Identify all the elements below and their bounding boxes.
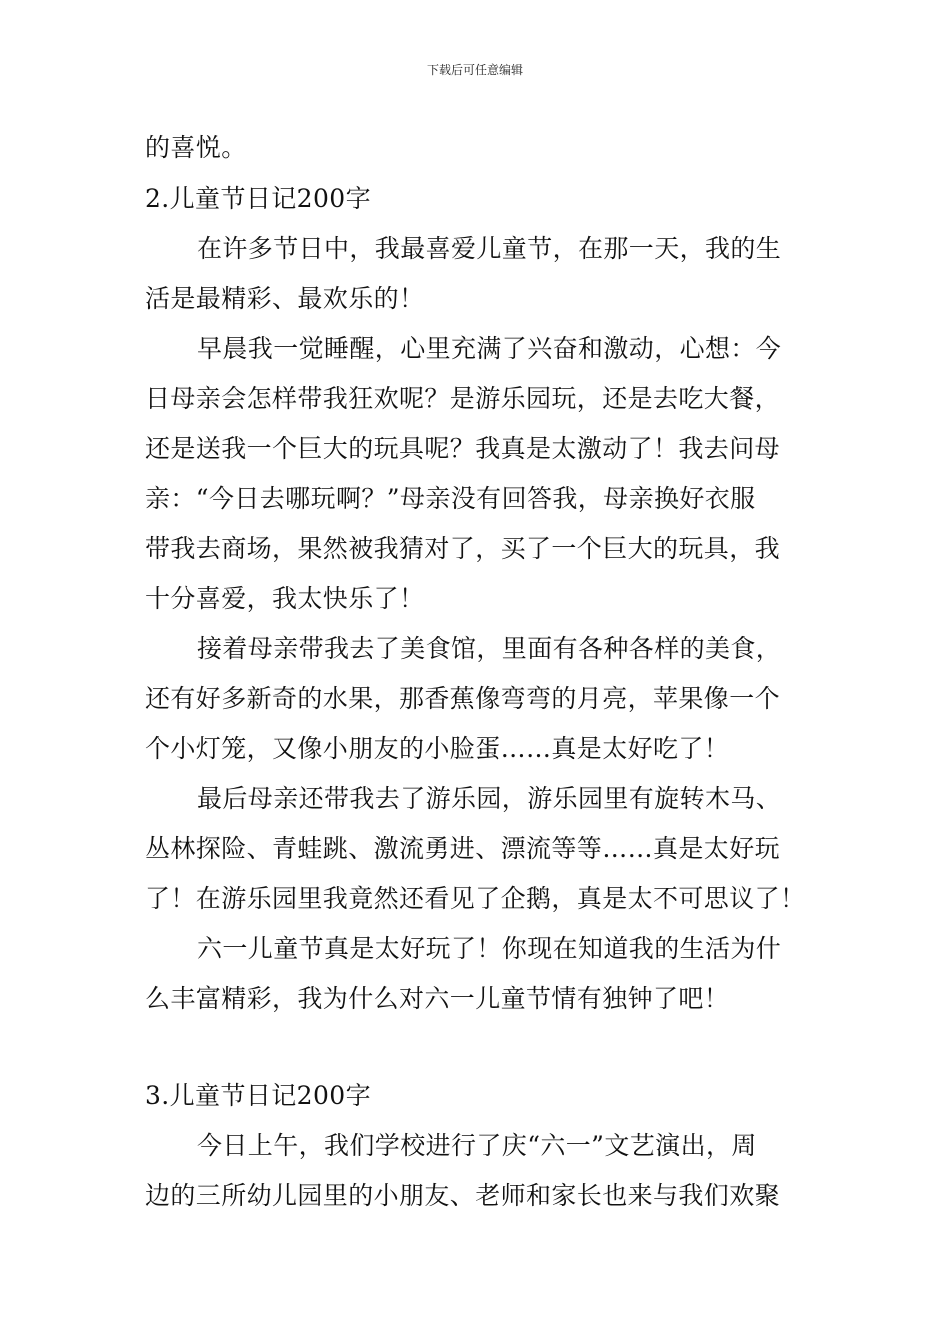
text-line: 活是最精彩、最欢乐的！	[145, 284, 425, 313]
section-heading: 3.儿童节日记200字	[145, 1081, 371, 1110]
text-line: 最后母亲还带我去了游乐园，游乐园里有旋转木马、	[197, 784, 782, 813]
text-line: 边的三所幼儿园里的小朋友、老师和家长也来与我们欢聚	[145, 1181, 781, 1210]
text-line: 十分喜爱，我太快乐了！	[145, 584, 425, 613]
text-line: 六一儿童节真是太好玩了！你现在知道我的生活为什	[197, 934, 782, 963]
text-line: 早晨我一觉睡醒，心里充满了兴奋和激动，心想：今	[197, 334, 782, 363]
text-line: 接着母亲带我去了美食馆，里面有各种各样的美食，	[197, 634, 782, 663]
text-line: 带我去商场，果然被我猜对了，买了一个巨大的玩具，我	[145, 534, 781, 563]
text-line: 还是送我一个巨大的玩具呢？我真是太激动了！我去问母	[145, 434, 781, 463]
text-line: 的喜悦。	[145, 133, 247, 162]
page-header: 下载后可任意编辑	[426, 63, 523, 77]
section-heading: 2.儿童节日记200字	[145, 184, 371, 213]
text-line: 么丰富精彩，我为什么对六一儿童节情有独钟了吧！	[145, 984, 730, 1013]
text-line: 在许多节日中，我最喜爱儿童节，在那一天，我的生	[197, 234, 782, 263]
text-line: 今日上午，我们学校进行了庆“六一”文艺演出，周	[197, 1131, 757, 1160]
text-line: 还有好多新奇的水果，那香蕉像弯弯的月亮，苹果像一个	[145, 684, 781, 713]
text-line: 丛林探险、青蛙跳、激流勇进、漂流等等……真是太好玩	[145, 834, 781, 863]
text-line: 个小灯笼，又像小朋友的小脸蛋……真是太好吃了！	[145, 734, 730, 763]
text-line: 了！在游乐园里我竟然还看见了企鹅，真是太不可思议了！	[145, 884, 806, 913]
text-line: 日母亲会怎样带我狂欢呢？是游乐园玩，还是去吃大餐，	[145, 384, 781, 413]
text-line: 亲：“今日去哪玩啊？”母亲没有回答我，母亲换好衣服	[145, 484, 756, 513]
